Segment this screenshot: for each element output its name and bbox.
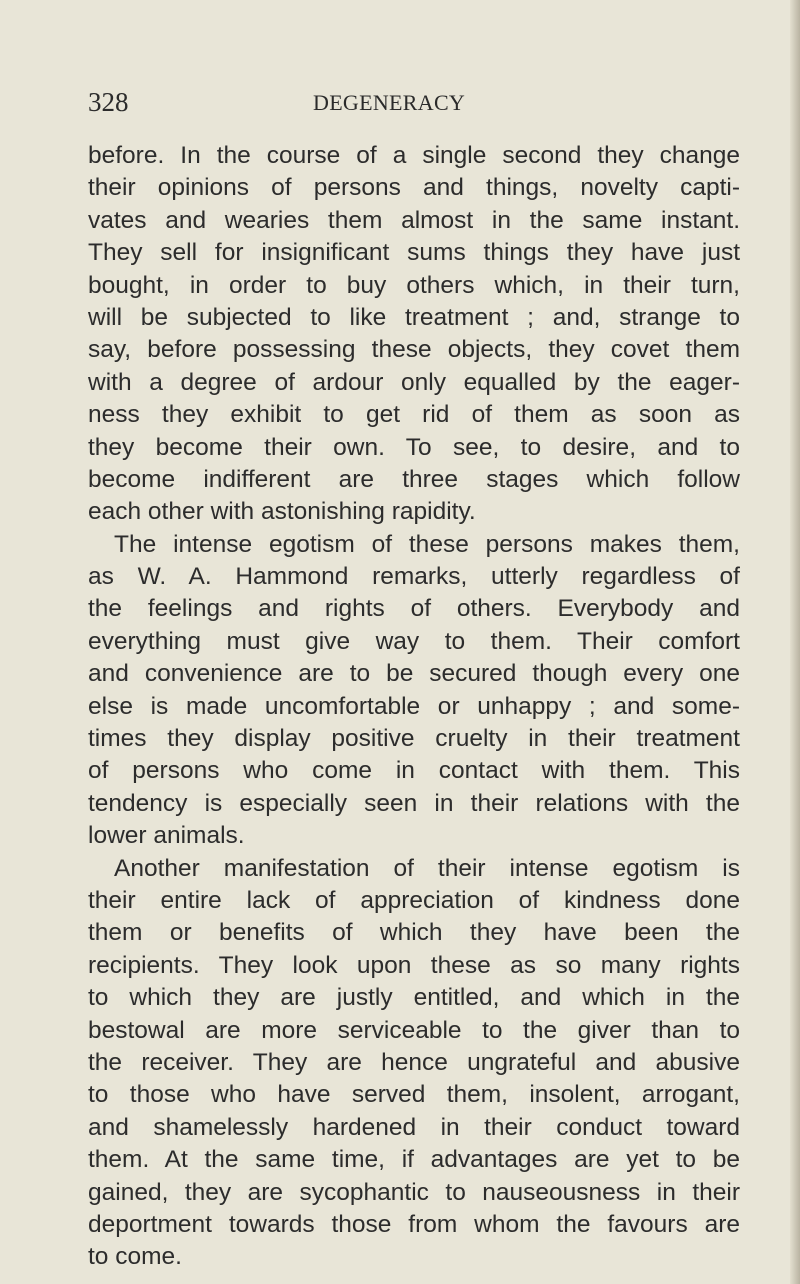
page-edge-shadow bbox=[790, 0, 800, 1284]
text-line: become indifferent are three stages which follow bbox=[88, 465, 740, 493]
text-line: and convenience are to be secured though every one bbox=[88, 660, 740, 688]
text-line: before. In the course of a single second they change bbox=[88, 142, 740, 169]
text-line: times they display positive cruelty in their treatment bbox=[88, 725, 740, 753]
text-line: They sell for insignificant sums things they have just bbox=[88, 239, 740, 267]
text-line: The intense egotism of these persons makes them, bbox=[114, 530, 740, 558]
text-line: the feelings and rights of others. Everybody and bbox=[88, 595, 740, 623]
text-line: their opinions of persons and things, novelty capti- bbox=[88, 174, 740, 202]
text-line: tendency is especially seen in their relations with the bbox=[88, 789, 740, 817]
text-line: will be subjected to like treatment ; and, strange to bbox=[88, 303, 740, 331]
text-line: lower animals. bbox=[88, 822, 245, 850]
running-head: DEGENERACY bbox=[313, 90, 466, 115]
page-header bbox=[88, 86, 738, 122]
body-text bbox=[88, 140, 740, 1274]
text-line: to come. bbox=[88, 1243, 182, 1271]
text-line: recipients. They look upon these as so many rights bbox=[88, 951, 740, 979]
text-line: as W. A. Hammond remarks, utterly regardless of bbox=[88, 563, 740, 591]
text-line: gained, they are sycophantic to nauseousness in their bbox=[88, 1178, 740, 1206]
text-line: bestowal are more serviceable to the giver than to bbox=[88, 1016, 740, 1044]
text-line: say, before possessing these objects, they covet them bbox=[88, 336, 740, 364]
text-line: ness they exhibit to get rid of them as soon as bbox=[88, 401, 740, 429]
text-line: them or benefits of which they have been the bbox=[88, 919, 740, 947]
text-line: each other with astonishing rapidity. bbox=[88, 498, 476, 526]
text-line: of persons who come in contact with them. This bbox=[88, 757, 740, 785]
text-line: Another manifestation of their intense egotism is bbox=[114, 854, 740, 882]
text-line: else is made uncomfortable or unhappy ; and some- bbox=[88, 692, 740, 720]
text-line: the receiver. They are hence ungrateful and abusive bbox=[88, 1048, 740, 1076]
page-number: 328 bbox=[88, 87, 129, 117]
text-line: their entire lack of appreciation of kindness done bbox=[88, 886, 740, 914]
text-line: everything must give way to them. Their comfort bbox=[88, 627, 740, 655]
text-line: bought, in order to buy others which, in their turn, bbox=[88, 271, 740, 299]
text-line: to those who have served them, insolent, arrogant, bbox=[88, 1081, 740, 1109]
text-line: to which they are justly entitled, and which in the bbox=[88, 984, 740, 1012]
text-line: they become their own. To see, to desire, and to bbox=[88, 433, 740, 461]
text-line: and shamelessly hardened in their conduct toward bbox=[88, 1113, 740, 1141]
text-line: vates and wearies them almost in the same instant. bbox=[88, 206, 740, 234]
text-line: them. At the same time, if advantages are yet to be bbox=[88, 1146, 740, 1174]
text-line: deportment towards those from whom the favours are bbox=[88, 1210, 740, 1238]
text-line: with a degree of ardour only equalled by the eager- bbox=[88, 368, 740, 396]
